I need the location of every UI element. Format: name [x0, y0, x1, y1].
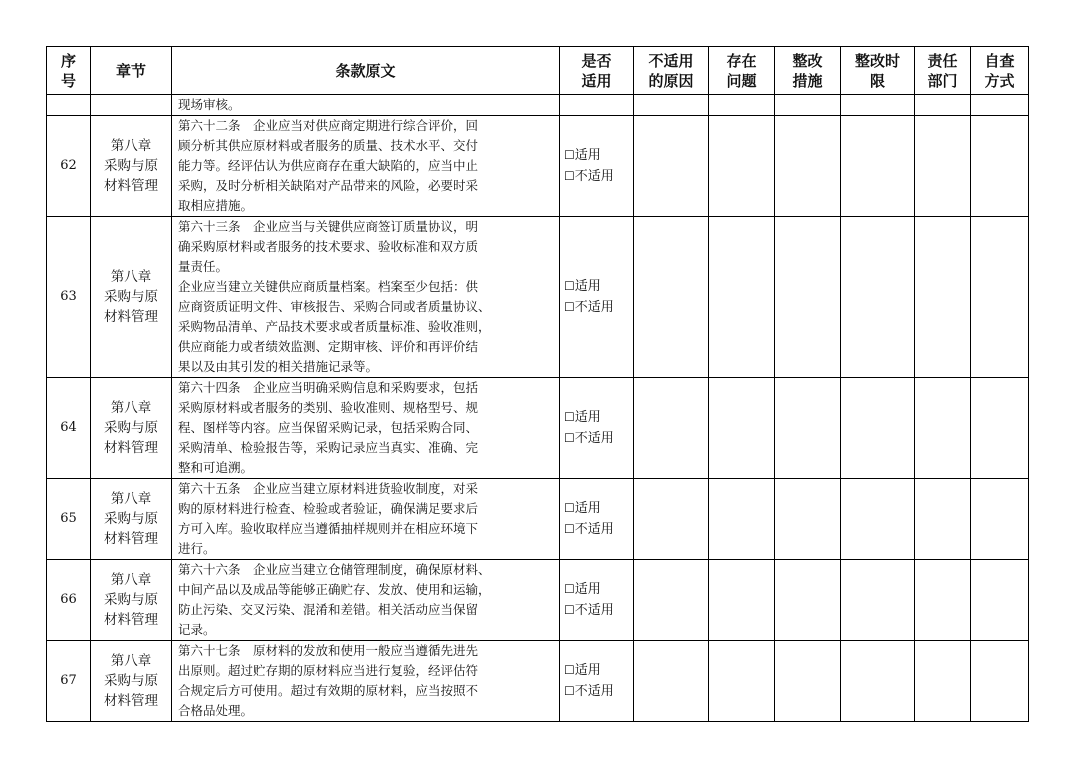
- row-applicable-options: [560, 116, 634, 217]
- deadline-cell[interactable]: [841, 217, 915, 378]
- applicable-checkbox[interactable]: [564, 148, 601, 163]
- header-applicable: 是否 适用: [560, 47, 634, 95]
- self-inspection-table: [46, 46, 1029, 722]
- row-chapter: 第八章 采购与原 材料管理: [91, 479, 172, 560]
- not-applicable-checkbox[interactable]: [564, 603, 614, 618]
- header-deadline: 整改时 限: [841, 47, 915, 95]
- table-row: [47, 116, 1029, 217]
- audit-checklist-page: [46, 46, 1029, 722]
- row-clause-text: 第六十三条 企业应当与关键供应商签订质量协议，明 确采购原材料或者服务的技术要求、验收标准和双方质 量责任。 企业应当建立关键供应商质量档案。档案至少包括：供 应商资质证明文件、审核报告、采购合同或者质量协议、 采购物品清单、产品技术要求或者质量标准、验收准则， 供应商能力或者绩效监测、定期审核、评价和再评价结 果以及由其引发的相关措施记录等。: [172, 217, 560, 378]
- checkbox-icon[interactable]: ☐: [564, 169, 575, 183]
- checkbox-label: 适用: [574, 582, 601, 597]
- applicable-checkbox[interactable]: [564, 663, 601, 678]
- deadline-cell[interactable]: [841, 378, 915, 479]
- checkbox-label: 适用: [574, 148, 601, 163]
- checkbox-icon[interactable]: ☐: [564, 684, 575, 698]
- row-chapter: 第八章 采购与原 材料管理: [91, 641, 172, 722]
- header-reason: 不适用 的原因: [634, 47, 709, 95]
- header-chapter: 章节: [91, 47, 172, 95]
- continuation-clause: 现场审核。: [172, 95, 560, 116]
- checkbox-icon[interactable]: ☐: [564, 410, 575, 424]
- issue-cell[interactable]: [709, 479, 775, 560]
- checkbox-label: 不适用: [574, 431, 614, 446]
- dept-cell[interactable]: [915, 116, 971, 217]
- checkbox-icon[interactable]: ☐: [564, 522, 575, 536]
- row-number: 67: [47, 641, 91, 722]
- issue-cell[interactable]: [709, 378, 775, 479]
- table-row: [47, 641, 1029, 722]
- checkbox-label: 不适用: [574, 522, 614, 537]
- measure-cell[interactable]: [775, 479, 841, 560]
- dept-cell[interactable]: [915, 560, 971, 641]
- not-applicable-checkbox[interactable]: [564, 522, 614, 537]
- reason-cell[interactable]: [634, 217, 709, 378]
- reason-cell[interactable]: [634, 116, 709, 217]
- method-cell[interactable]: [971, 479, 1029, 560]
- method-cell[interactable]: [971, 378, 1029, 479]
- table-row: [47, 217, 1029, 378]
- deadline-cell[interactable]: [841, 560, 915, 641]
- method-cell[interactable]: [971, 116, 1029, 217]
- table-body: [47, 95, 1029, 722]
- measure-cell[interactable]: [775, 641, 841, 722]
- checkbox-label: 适用: [574, 501, 601, 516]
- measure-cell[interactable]: [775, 116, 841, 217]
- row-applicable-options: [560, 560, 634, 641]
- header-measure: 整改 措施: [775, 47, 841, 95]
- table-row: [47, 378, 1029, 479]
- not-applicable-checkbox[interactable]: [564, 684, 614, 699]
- reason-cell[interactable]: [634, 479, 709, 560]
- row-clause-text: 第六十五条 企业应当建立原材料进货验收制度，对采 购的原材料进行检查、检验或者验证，确保满足要求后 方可入库。验收取样应当遵循抽样规则并在相应环境下 进行。: [172, 479, 560, 560]
- row-chapter: 第八章 采购与原 材料管理: [91, 378, 172, 479]
- table-row: [47, 560, 1029, 641]
- checkbox-icon[interactable]: ☐: [564, 663, 575, 677]
- checkbox-label: 适用: [574, 279, 601, 294]
- row-number: 64: [47, 378, 91, 479]
- table-header-row: [47, 47, 1029, 95]
- header-seq: 序 号: [47, 47, 91, 95]
- measure-cell[interactable]: [775, 217, 841, 378]
- reason-cell[interactable]: [634, 641, 709, 722]
- checkbox-icon[interactable]: ☐: [564, 148, 575, 162]
- dept-cell[interactable]: [915, 378, 971, 479]
- dept-cell[interactable]: [915, 217, 971, 378]
- row-clause-text: 第六十四条 企业应当明确采购信息和采购要求，包括 采购原材料或者服务的类别、验收准则、规格型号、规 程、图样等内容。应当保留采购记录，包括采购合同、 采购清单、检验报告等，采购记录应当真实、准确、完 整和可追溯。: [172, 378, 560, 479]
- checkbox-label: 不适用: [574, 300, 614, 315]
- measure-cell[interactable]: [775, 378, 841, 479]
- continuation-row: [47, 95, 1029, 116]
- row-chapter: 第八章 采购与原 材料管理: [91, 560, 172, 641]
- applicable-checkbox[interactable]: [564, 410, 601, 425]
- row-clause-text: 第六十七条 原材料的发放和使用一般应当遵循先进先 出原则。超过贮存期的原材料应当进行复验，经评估符 合规定后方可使用。超过有效期的原材料，应当按照不 合格品处理。: [172, 641, 560, 722]
- not-applicable-checkbox[interactable]: [564, 169, 614, 184]
- row-clause-text: 第六十六条 企业应当建立仓储管理制度，确保原材料、 中间产品以及成品等能够正确贮存、发放、使用和运输， 防止污染、交叉污染、混淆和差错。相关活动应当保留 记录。: [172, 560, 560, 641]
- issue-cell[interactable]: [709, 116, 775, 217]
- issue-cell[interactable]: [709, 217, 775, 378]
- reason-cell[interactable]: [634, 378, 709, 479]
- checkbox-label: 适用: [574, 410, 601, 425]
- row-applicable-options: [560, 641, 634, 722]
- row-number: 63: [47, 217, 91, 378]
- deadline-cell[interactable]: [841, 479, 915, 560]
- reason-cell[interactable]: [634, 560, 709, 641]
- issue-cell[interactable]: [709, 641, 775, 722]
- row-chapter: 第八章 采购与原 材料管理: [91, 116, 172, 217]
- checkbox-label: 不适用: [574, 684, 614, 699]
- not-applicable-checkbox[interactable]: [564, 431, 614, 446]
- row-number: 66: [47, 560, 91, 641]
- checkbox-icon[interactable]: ☐: [564, 431, 575, 445]
- checkbox-label: 不适用: [574, 603, 614, 618]
- header-issue: 存在 问题: [709, 47, 775, 95]
- method-cell[interactable]: [971, 217, 1029, 378]
- measure-cell[interactable]: [775, 560, 841, 641]
- applicable-checkbox[interactable]: [564, 279, 601, 294]
- row-applicable-options: [560, 378, 634, 479]
- row-applicable-options: [560, 479, 634, 560]
- applicable-checkbox[interactable]: [564, 501, 601, 516]
- dept-cell[interactable]: [915, 641, 971, 722]
- row-clause-text: 第六十二条 企业应当对供应商定期进行综合评价，回 顾分析其供应原材料或者服务的质量、技术水平、交付 能力等。经评估认为供应商存在重大缺陷的，应当中止 采购，及时分析相关缺陷对产品带来的风险，必要时采 取相应措施。: [172, 116, 560, 217]
- row-number: 62: [47, 116, 91, 217]
- header-clause: 条款原文: [172, 47, 560, 95]
- not-applicable-checkbox[interactable]: [564, 300, 614, 315]
- checkbox-icon[interactable]: ☐: [564, 300, 575, 314]
- method-cell[interactable]: [971, 641, 1029, 722]
- checkbox-label: 适用: [574, 663, 601, 678]
- issue-cell[interactable]: [709, 560, 775, 641]
- applicable-checkbox[interactable]: [564, 582, 601, 597]
- table-row: [47, 479, 1029, 560]
- header-dept: 责任 部门: [915, 47, 971, 95]
- deadline-cell[interactable]: [841, 641, 915, 722]
- row-chapter: 第八章 采购与原 材料管理: [91, 217, 172, 378]
- checkbox-icon[interactable]: ☐: [564, 582, 575, 596]
- dept-cell[interactable]: [915, 479, 971, 560]
- header-method: 自查 方式: [971, 47, 1029, 95]
- checkbox-label: 不适用: [574, 169, 614, 184]
- deadline-cell[interactable]: [841, 116, 915, 217]
- checkbox-icon[interactable]: ☐: [564, 279, 575, 293]
- checkbox-icon[interactable]: ☐: [564, 501, 575, 515]
- row-number: 65: [47, 479, 91, 560]
- checkbox-icon[interactable]: ☐: [564, 603, 575, 617]
- method-cell[interactable]: [971, 560, 1029, 641]
- row-applicable-options: [560, 217, 634, 378]
